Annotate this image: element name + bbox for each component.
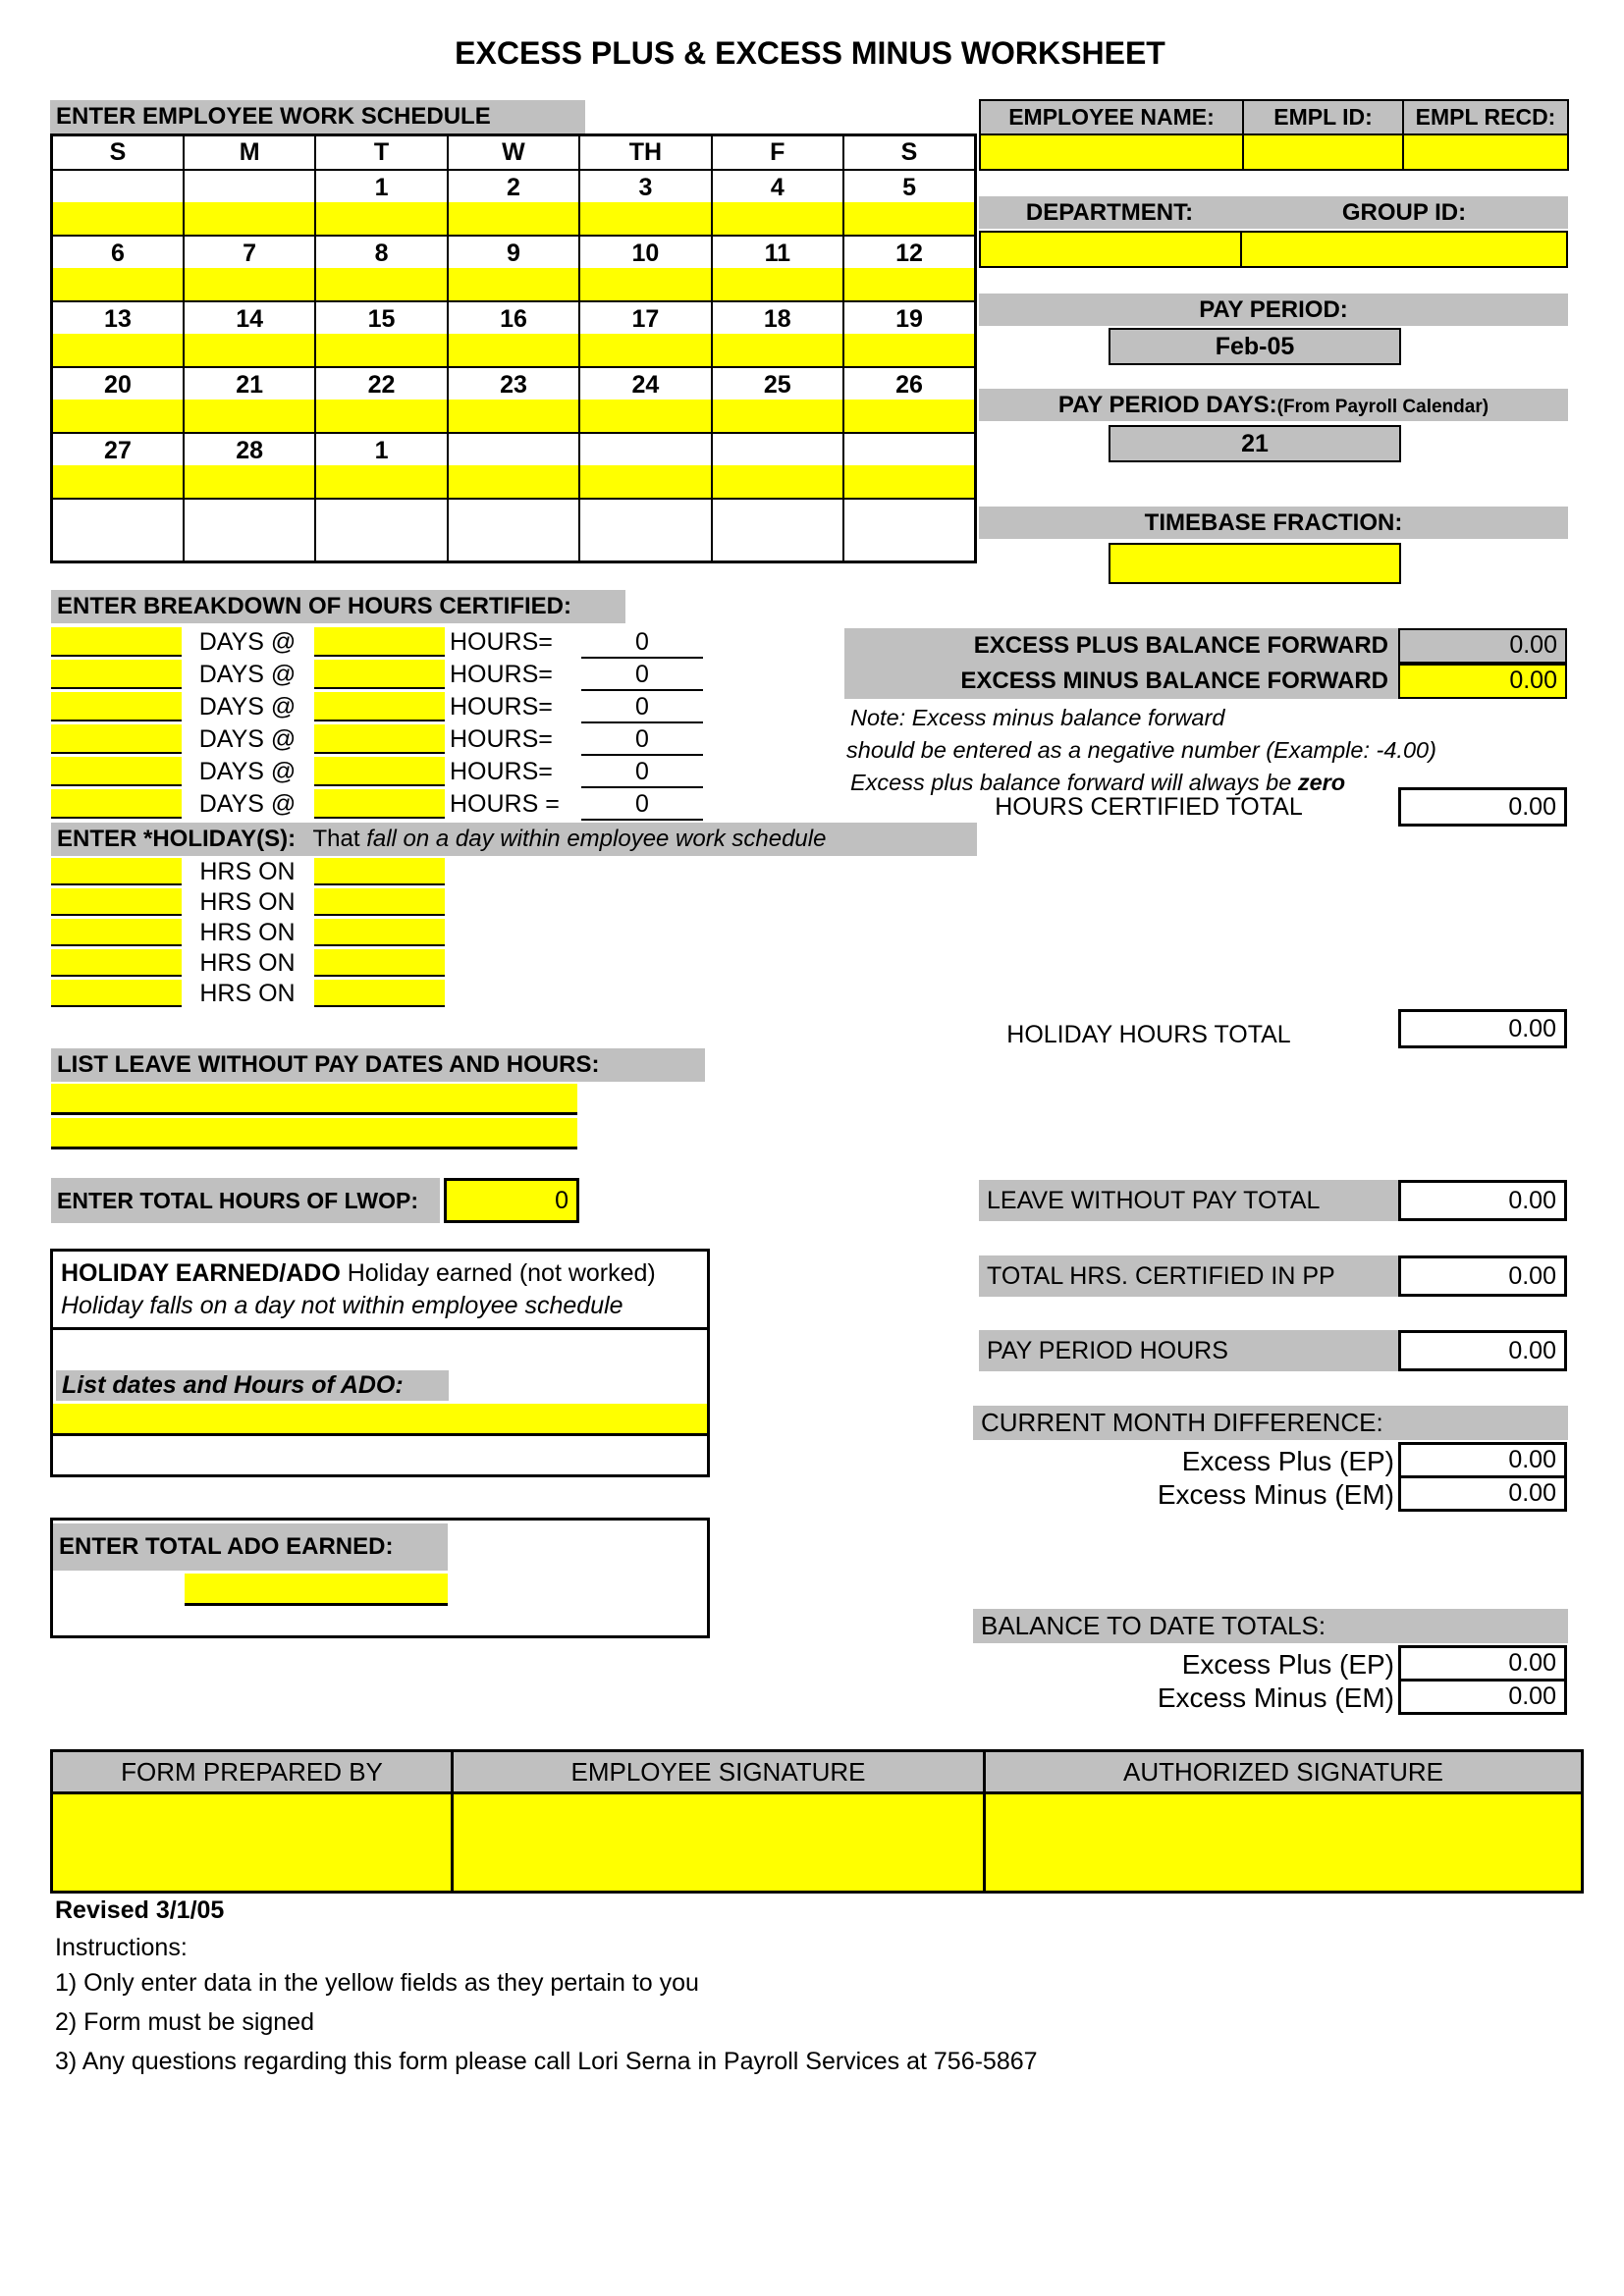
schedule-entry-cell[interactable] [316,400,446,432]
holiday-row [51,919,542,949]
calendar-date: 11 [713,237,842,268]
ado-title: HOLIDAY EARNED/ADO [61,1259,341,1287]
ado-earned-field[interactable] [185,1574,448,1606]
breakdown-hours-label: HOURS= [450,661,553,688]
calendar-date: 13 [53,302,183,334]
breakdown-days-field[interactable] [51,692,182,721]
calendar-empty-row [52,499,976,562]
timebase-fraction-label: TIMEBASE FRACTION: [979,507,1568,539]
holiday-date-field[interactable] [314,980,445,1007]
holiday-hrs-on-label: HRS ON [199,980,296,1007]
holiday-hrs-on-label: HRS ON [199,949,296,977]
lwop-rows [51,1084,577,1152]
calendar-date: 18 [713,302,842,334]
pay-period-label: PAY PERIOD: [979,294,1568,326]
total-hrs-certified-value: 0.00 [1398,1255,1567,1297]
calendar-date: 1 [316,434,446,465]
breakdown-days-label: DAYS @ [198,725,297,753]
breakdown-at-field[interactable] [314,724,445,754]
calendar-date: 7 [185,237,314,268]
department-field[interactable] [981,233,1242,266]
calendar-date: 1 [316,171,446,202]
authorized-signature-field[interactable] [985,1793,1583,1893]
calendar-date: 25 [713,368,842,400]
day-header: W [448,135,579,171]
empl-id-label: EMPL ID: [1243,100,1403,134]
day-header: TH [579,135,711,171]
calendar-date [53,171,183,202]
timebase-fraction-field[interactable] [1109,543,1401,584]
schedule-entry-cell[interactable] [449,268,578,300]
work-schedule-header: ENTER EMPLOYEE WORK SCHEDULE [50,100,585,133]
calendar-date: 20 [53,368,183,400]
schedule-entry-cell[interactable] [449,334,578,366]
calendar-week-row [52,367,976,433]
work-schedule-calendar [50,133,977,563]
holiday-earned-ado-box [50,1249,710,1477]
note-line-3: Excess plus balance forward will always be zero [850,770,1346,795]
employee-name-label: EMPLOYEE NAME: [980,100,1243,134]
group-id-label: GROUP ID: [1341,199,1467,226]
calendar-date: 8 [316,237,446,268]
balance-to-date-header: BALANCE TO DATE TOTALS: [973,1609,1568,1643]
empl-id-field[interactable] [1243,134,1403,170]
calendar-date: 27 [53,434,183,465]
schedule-entry-cell[interactable] [713,465,842,498]
breakdown-days-field[interactable] [51,660,182,689]
breakdown-days-field[interactable] [51,789,182,819]
calendar-week-row [52,433,976,499]
btd-excess-minus-label: Excess Minus (EM) [1157,1682,1394,1713]
day-header: F [712,135,843,171]
authorized-signature-label: AUTHORIZED SIGNATURE [985,1751,1583,1793]
schedule-entry-cell[interactable] [844,465,974,498]
cmd-excess-plus-value: 0.00 [1398,1442,1567,1478]
breakdown-hours-label: HOURS= [450,628,553,656]
breakdown-days-label: DAYS @ [198,661,297,688]
holiday-hrs-on-label: HRS ON [199,919,296,946]
schedule-entry-cell[interactable] [185,465,314,498]
breakdown-at-field[interactable] [314,789,445,819]
schedule-entry-cell[interactable] [185,400,314,432]
schedule-entry-cell[interactable] [844,400,974,432]
schedule-entry-cell[interactable] [185,202,314,235]
holiday-row [51,980,542,1010]
breakdown-hours-value: 0 [581,660,703,691]
ado-earned-box [50,1518,710,1638]
schedule-entry-cell[interactable] [580,465,710,498]
calendar-date: 15 [316,302,446,334]
pay-period-days-sublabel: (From Payroll Calendar) [1276,397,1489,417]
breakdown-at-field[interactable] [314,660,445,689]
hours-certified-total-label: HOURS CERTIFIED TOTAL [995,793,1303,821]
breakdown-days-label: DAYS @ [198,790,297,818]
pay-period-days-header [979,389,1568,421]
breakdown-hours-value: 0 [581,627,703,659]
schedule-entry-cell[interactable] [713,334,842,366]
schedule-entry-cell[interactable] [53,334,183,366]
breakdown-at-field[interactable] [314,757,445,786]
schedule-entry-cell[interactable] [844,334,974,366]
holiday-hours-field[interactable] [51,858,182,885]
breakdown-hours-value: 0 [581,692,703,723]
schedule-entry-cell[interactable] [185,268,314,300]
breakdown-hours-value: 0 [581,789,703,821]
schedule-entry-cell[interactable] [185,334,314,366]
pay-period-days-label: PAY PERIOD DAYS: [1057,392,1277,418]
breakdown-rows [51,627,738,822]
breakdown-at-field[interactable] [314,692,445,721]
btd-excess-minus-value: 0.00 [1398,1679,1567,1715]
breakdown-days-label: DAYS @ [198,628,297,656]
calendar-date: 4 [713,171,842,202]
ado-list-label: List dates and Hours of ADO: [56,1370,449,1401]
cmd-excess-plus-label: Excess Plus (EP) [1181,1446,1394,1476]
excess-plus-forward-label: EXCESS PLUS BALANCE FORWARD [973,632,1388,659]
note-zero: zero [1297,770,1346,795]
lwop-entry-field[interactable] [51,1118,577,1149]
holiday-hrs-on-label: HRS ON [199,858,296,885]
empl-recd-label: EMPL RECD: [1403,100,1568,134]
calendar-day-header-row [52,135,976,171]
calendar-date: 19 [844,302,974,334]
calendar-week-row [52,236,976,301]
breakdown-row [51,627,738,660]
employee-info-table [979,99,1569,171]
instructions-label: Instructions: [55,1934,188,1961]
holiday-hours-field[interactable] [51,888,182,916]
breakdown-days-field[interactable] [51,757,182,786]
schedule-entry-cell[interactable] [449,465,578,498]
calendar-date [713,434,842,465]
lwop-header: LIST LEAVE WITHOUT PAY DATES AND HOURS: [51,1048,705,1082]
calendar-date: 22 [316,368,446,400]
schedule-entry-cell[interactable] [580,202,710,235]
calendar-date [580,434,710,465]
holiday-hours-field[interactable] [51,919,182,946]
calendar-date [844,434,974,465]
holiday-hours-total-label: HOLIDAY HOURS TOTAL [1006,1021,1291,1048]
calendar-date: 16 [449,302,578,334]
department-label: DEPARTMENT: [1025,199,1194,226]
holidays-header: ENTER *HOLIDAY(S): That fall on a day within employee work schedule [51,823,977,856]
breakdown-hours-value: 0 [581,757,703,788]
holiday-date-field[interactable] [314,888,445,916]
schedule-entry-cell[interactable] [53,268,183,300]
day-header: M [184,135,315,171]
lwop-total-field[interactable]: 0 [444,1178,579,1223]
holiday-date-field[interactable] [314,919,445,946]
breakdown-hours-value: 0 [581,724,703,756]
schedule-entry-cell[interactable] [316,334,446,366]
revised-date: Revised 3/1/05 [55,1896,225,1924]
schedule-entry-cell[interactable] [316,268,446,300]
leave-without-pay-total-value: 0.00 [1398,1180,1567,1221]
calendar-date: 28 [185,434,314,465]
schedule-entry-cell[interactable] [580,268,710,300]
total-hrs-certified-label: TOTAL HRS. CERTIFIED IN PP [979,1255,1398,1297]
lwop-total-label: ENTER TOTAL HOURS OF LWOP: [51,1178,440,1223]
holiday-row [51,888,542,919]
day-header: S [52,135,184,171]
breakdown-hours-label: HOURS= [450,725,553,753]
breakdown-days-label: DAYS @ [198,758,297,785]
current-month-difference-header: CURRENT MONTH DIFFERENCE: [973,1406,1568,1440]
instructions-list [55,1969,1430,2087]
schedule-entry-cell[interactable] [53,400,183,432]
holiday-hrs-on-label: HRS ON [199,888,296,916]
breakdown-days-label: DAYS @ [198,693,297,721]
lwop-entry-field[interactable] [51,1084,577,1115]
form-prepared-by-label: FORM PREPARED BY [52,1751,453,1793]
breakdown-row [51,757,738,789]
breakdown-hours-label: HOURS= [450,693,553,721]
ado-title-section: HOLIDAY EARNED/ADO Holiday earned (not worked) Holiday falls on a day not within employee schedule [53,1252,707,1330]
employee-signature-label: EMPLOYEE SIGNATURE [453,1751,985,1793]
instruction-item: 3) Any questions regarding this form please call Lori Serna in Payroll Services at 756-5867 [55,2048,1038,2075]
holiday-date-field[interactable] [314,949,445,977]
holiday-row [51,858,542,888]
excess-minus-forward-label: EXCESS MINUS BALANCE FORWARD [960,667,1388,694]
holiday-date-field[interactable] [314,858,445,885]
calendar-date: 23 [449,368,578,400]
calendar-date: 17 [580,302,710,334]
holiday-hours-field[interactable] [51,949,182,977]
empl-recd-field[interactable] [1403,134,1568,170]
cmd-excess-minus-label: Excess Minus (EM) [1157,1479,1394,1510]
ado-list-field[interactable] [53,1404,707,1436]
calendar-date: 10 [580,237,710,268]
calendar-date: 2 [449,171,578,202]
schedule-entry-cell[interactable] [53,465,183,498]
signature-table [50,1749,1584,1894]
calendar-date: 14 [185,302,314,334]
calendar-date: 5 [844,171,974,202]
employee-signature-field[interactable] [453,1793,985,1893]
schedule-entry-cell[interactable] [580,334,710,366]
breakdown-row [51,789,738,822]
note-line-2: should be entered as a negative number (Example: -4.00) [846,737,1436,763]
schedule-entry-cell[interactable] [713,202,842,235]
breakdown-row [51,692,738,724]
calendar-date [185,171,314,202]
schedule-entry-cell[interactable] [844,202,974,235]
page-title: EXCESS PLUS & EXCESS MINUS WORKSHEET [455,35,1165,71]
form-prepared-by-field[interactable] [52,1793,453,1893]
instruction-item: 1) Only enter data in the yellow fields as they pertain to you [55,1969,699,1997]
breakdown-header: ENTER BREAKDOWN OF HOURS CERTIFIED: [51,590,625,623]
schedule-entry-cell[interactable] [316,202,446,235]
holiday-rows [51,858,542,1010]
holiday-row [51,949,542,980]
schedule-entry-cell[interactable] [844,268,974,300]
calendar-date: 3 [580,171,710,202]
calendar-date: 21 [185,368,314,400]
calendar-week-row [52,301,976,367]
breakdown-hours-label: HOURS= [450,758,553,785]
calendar-date: 26 [844,368,974,400]
schedule-entry-cell[interactable] [53,202,183,235]
pay-period-days-value: 21 [1109,425,1401,462]
breakdown-days-field[interactable] [51,627,182,657]
schedule-entry-cell[interactable] [449,400,578,432]
ado-earned-label: ENTER TOTAL ADO EARNED: [53,1523,448,1571]
cmd-excess-minus-value: 0.00 [1398,1475,1567,1512]
department-group-fields [979,231,1568,268]
day-header: T [315,135,447,171]
department-group-header [979,196,1568,229]
day-header: S [843,135,975,171]
pay-period-hours-label: PAY PERIOD HOURS [979,1330,1398,1371]
calendar-date: 9 [449,237,578,268]
holiday-hours-field[interactable] [51,980,182,1007]
breakdown-row [51,724,738,757]
breakdown-days-field[interactable] [51,724,182,754]
excess-minus-forward-field[interactable]: 0.00 [1398,664,1567,699]
btd-excess-plus-value: 0.00 [1398,1645,1567,1682]
holiday-hours-total-value: 0.00 [1398,1009,1567,1048]
pay-period-value: Feb-05 [1109,328,1401,365]
leave-without-pay-total-label: LEAVE WITHOUT PAY TOTAL [979,1180,1398,1221]
balance-forward-labels [844,628,1398,699]
schedule-entry-cell[interactable] [713,268,842,300]
calendar-date: 12 [844,237,974,268]
schedule-entry-cell[interactable] [713,400,842,432]
calendar-date: 24 [580,368,710,400]
schedule-entry-cell[interactable] [449,202,578,235]
ado-subtitle: Holiday falls on a day not within employee schedule [61,1292,623,1319]
note-line-1: Note: Excess minus balance forward [850,705,1225,730]
calendar-date [449,434,578,465]
group-id-field[interactable] [1242,233,1566,266]
excess-plus-forward-value: 0.00 [1398,628,1567,664]
hours-certified-total-value: 0.00 [1398,787,1567,827]
calendar-week-row [52,170,976,236]
instruction-item: 2) Form must be signed [55,2008,314,2036]
breakdown-row [51,660,738,692]
breakdown-hours-label: HOURS = [450,790,560,818]
pay-period-hours-value: 0.00 [1398,1330,1567,1371]
schedule-entry-cell[interactable] [580,400,710,432]
employee-name-field[interactable] [980,134,1243,170]
btd-excess-plus-label: Excess Plus (EP) [1181,1649,1394,1680]
schedule-entry-cell[interactable] [316,465,446,498]
calendar-date: 6 [53,237,183,268]
breakdown-at-field[interactable] [314,627,445,657]
